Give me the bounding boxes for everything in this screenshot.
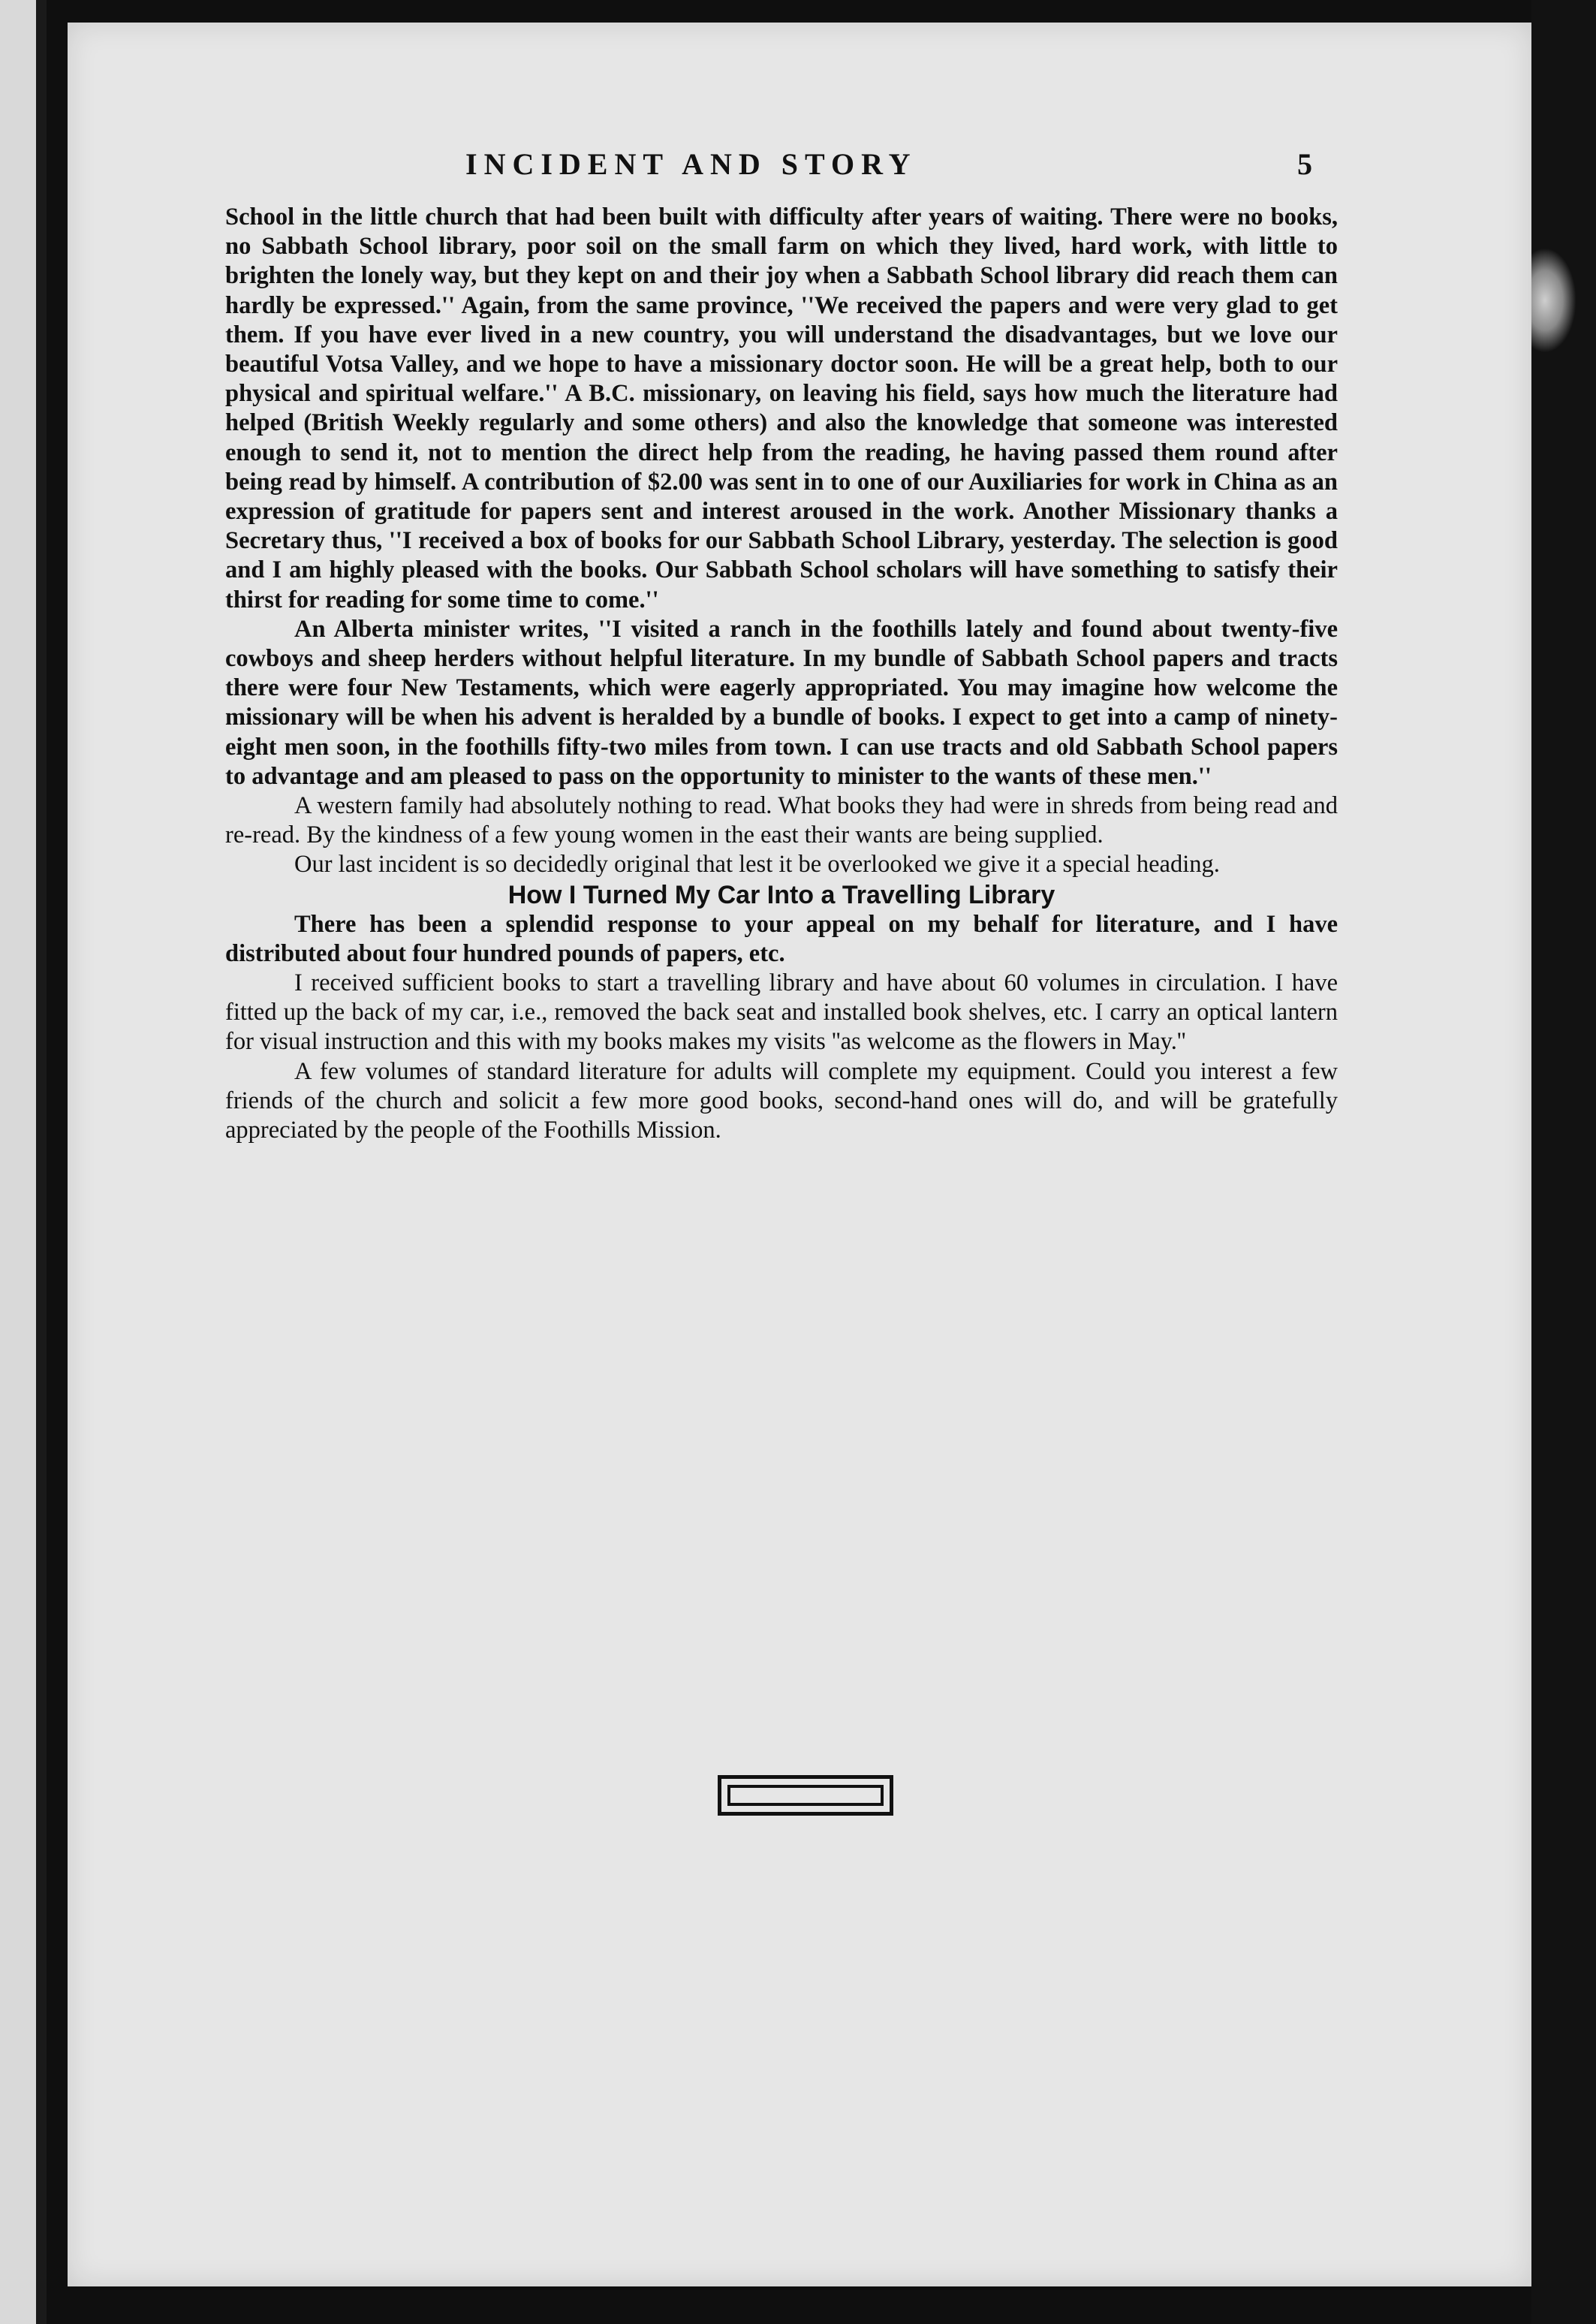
paragraph: School in the little church that had been built with difficulty after years of waiting. There were no books, no Sabbath School library, poor soil on the small farm on which they lived, hard work, with little to brighten the lonely way, but they kept on and their joy when a Sabbath School library did reach them can hardly be expressed.'' Again, from the same province, ''We received the papers and were very glad to get them. If you have ever lived in a new country, you will understand the disadvantages, but we love our beautiful Votsa Valley, and we hope to have a missionary doctor soon. He will be a great help, both to our physical and spiritual welfare.'' A B.C. missionary, on leaving his field, says how much the literature had helped (British Weekly regularly and some others) and also the knowledge that someone was interested enough to send it, not to mention the direct help from the reading, he having passed them round after being read by himself. A contribution of $2.00 was sent in to one of our Auxiliaries for work in China as an expression of gratitude for papers sent and interest aroused in the work. Another Missionary thanks a Secretary thus, ''I received a box of books for our Sabbath School Library, yesterday. The selection is good and I am highly pleased with the books. Our Sabbath School scholars will have something to satisfy their thirst for reading for some time to come.'' (225, 203, 1338, 613)
paragraph: An Alberta minister writes, ''I visited a ranch in the foothills lately and found about twenty-five cowboys and sheep herders without helpful literature. In my bundle of Sabbath School papers and tracts there were four New Testaments, which were eagerly appropriated. You may imagine how welcome the missionary will be when his advent is heralded by a bundle of books. I expect to get into a camp of ninety-eight men soon, in the foothills fifty-two miles from town. I can use tracts and old Sabbath School papers to advantage and am pleased to pass on the opportunity to minister to the wants of these men.'' (225, 615, 1338, 790)
paragraph: A western family had absolutely nothing to read. What books they had were in shreds from being read and re-read. By the kindness of a few young women in the east their wants are being supplied. (225, 792, 1338, 849)
running-head: INCIDENT AND STORY (465, 147, 917, 181)
page-number: 5 (1297, 147, 1312, 181)
end-ornament (718, 1775, 893, 1816)
paragraph: Our last incident is so decidedly original that lest it be overlooked we give it a special heading. (294, 851, 1220, 879)
scan-border-right (1531, 0, 1596, 2324)
paragraph: There has been a splendid response to your appeal on my behalf for literature, and I have distributed about four hundred pounds of papers, etc. (225, 910, 1338, 967)
paragraph: I received sufficient books to start a travelling library and have about 60 volumes in circulation. I have fitted up the back of my car, i.e., removed the back seat and installed book shelves, etc. I carry an optical lantern for visual instruction and this with my books makes my visits ''as welcome as the flowers in May.'' (225, 969, 1338, 1056)
paragraph: A few volumes of standard literature for adults will complete my equipment. Could you interest a few friends of the church and solicit a few more good books, second-hand ones will do, and will be gratefully appreciated by the people of the Foothills Mission. (225, 1057, 1338, 1144)
previous-page-edge (0, 0, 47, 2324)
end-ornament-inner-rule (727, 1785, 884, 1806)
paper-fleck (1531, 248, 1576, 353)
section-heading: How I Turned My Car Into a Travelling Library (507, 880, 1055, 909)
article-body (225, 203, 1338, 1145)
